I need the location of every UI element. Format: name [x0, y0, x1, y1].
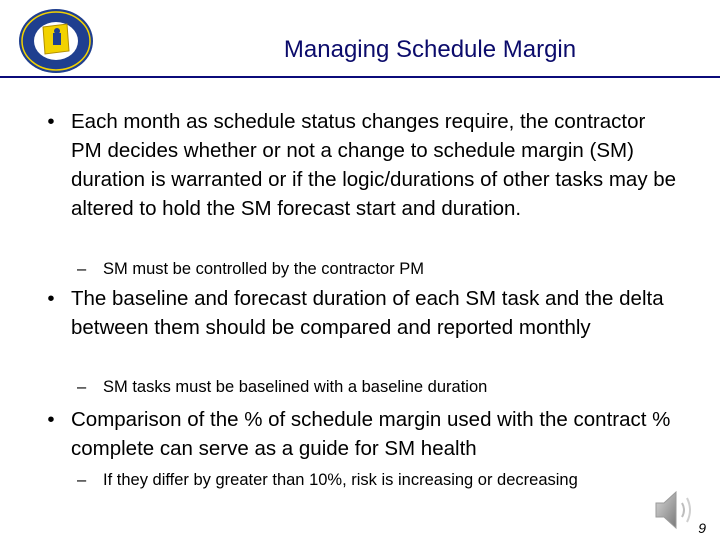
bullet-1	[47, 107, 681, 223]
dash-marker: –	[77, 260, 87, 278]
page-number: 9	[698, 520, 706, 536]
bullet-marker: •	[47, 287, 55, 310]
speaker-icon[interactable]	[652, 488, 700, 532]
sub-bullet-2-text: SM tasks must be baselined with a baseline duration	[103, 378, 488, 396]
bullet-marker: •	[47, 408, 55, 431]
sub-bullet-1-text: SM must be controlled by the contractor PM	[103, 260, 424, 278]
emblem-logo-icon	[17, 7, 95, 75]
bullet-1-text: Each month as schedule status changes require, the contractor PM decides whether or not a change to schedule margin (SM) duration is warranted or if the logic/durations of other tasks may be altered to hold the SM forecast start and duration.	[71, 110, 677, 220]
page-title: Managing Schedule Margin	[283, 36, 577, 63]
bullet-2-text: The baseline and forecast duration of each SM task and the delta between them should be compared and reported monthly	[71, 287, 664, 339]
sub-bullet-2	[77, 376, 703, 398]
sub-bullet-3	[77, 469, 703, 491]
dash-marker: –	[77, 378, 87, 396]
bullet-3-text: Comparison of the % of schedule margin used with the contract % complete can serve as a guide for SM health	[71, 408, 671, 460]
bullet-2	[47, 284, 681, 342]
dash-marker: –	[77, 471, 87, 489]
sub-bullet-1	[77, 258, 703, 280]
title-divider	[0, 76, 720, 78]
bullet-marker: •	[47, 110, 55, 133]
bullet-3	[47, 405, 681, 463]
sub-bullet-3-text: If they differ by greater than 10%, risk is increasing or decreasing	[103, 471, 578, 489]
